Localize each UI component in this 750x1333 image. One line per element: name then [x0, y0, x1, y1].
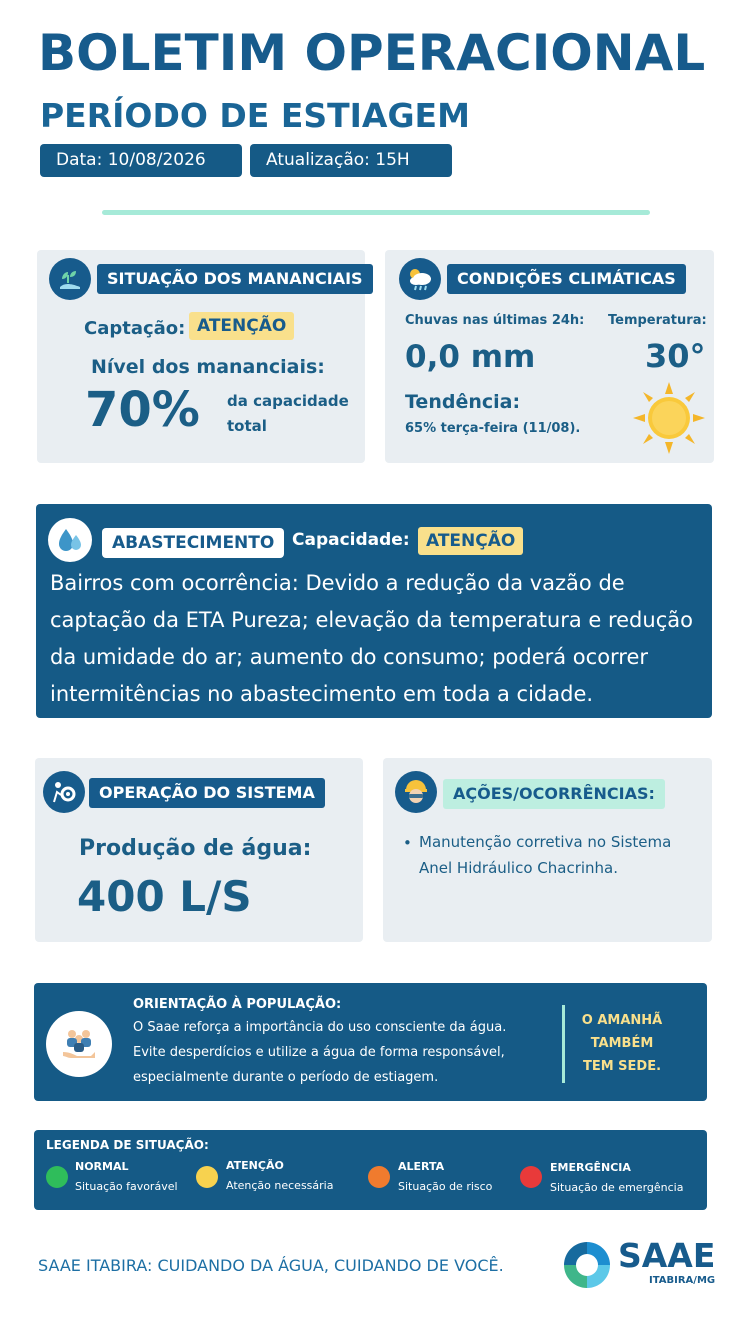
mananciais-label: SITUAÇÃO DOS MANANCIAIS: [97, 264, 373, 294]
system-operation-icon: [43, 771, 85, 813]
legend-dot-normal: [46, 1166, 68, 1188]
date-chip: Data: 10/08/2026: [40, 144, 242, 177]
abastecimento-line-2: captação da ETA Pureza; elevação da temperatura e redução: [50, 608, 693, 632]
abastecimento-card: [36, 504, 712, 718]
acoes-item-line-2: Anel Hidráulico Chacrinha.: [419, 859, 619, 877]
capacidade-status-badge: ATENÇÃO: [418, 527, 523, 555]
water-source-icon: [49, 258, 91, 300]
saae-logo-text: SAAE: [618, 1236, 716, 1275]
slogan-line-2: TAMBÉM: [590, 1036, 654, 1051]
legend-desc-emergencia: Situação de emergência: [550, 1181, 684, 1194]
page-title: BOLETIM OPERACIONAL: [38, 24, 706, 82]
orientacao-title: ORIENTAÇÃO À POPULAÇÃO:: [133, 997, 342, 1012]
producao-label: Produção de água:: [79, 836, 312, 861]
abastecimento-line-3: da umidade do ar; aumento do consumo; poderá ocorrer: [50, 645, 649, 669]
nivel-value: 70%: [85, 382, 200, 438]
orientacao-line-3: especialmente durante o período de estiagem.: [133, 1070, 439, 1085]
nivel-desc-2: total: [227, 417, 267, 435]
nivel-desc-1: da capacidade: [227, 392, 349, 410]
weather-icon: [399, 258, 441, 300]
sun-icon: [631, 380, 707, 456]
legend-dot-atencao: [196, 1166, 218, 1188]
legend-name-alerta: ALERTA: [398, 1160, 445, 1173]
slogan-line-1: O AMANHÃ: [581, 1013, 663, 1028]
abastecimento-line-4: intermitências no abastecimento em toda a cidade.: [50, 682, 594, 706]
legend-desc-normal: Situação favorável: [75, 1180, 178, 1193]
legend-desc-atencao: Atenção necessária: [226, 1179, 334, 1192]
captacao-status-badge: ATENÇÃO: [189, 312, 294, 340]
chuva-value: 0,0 mm: [405, 339, 536, 375]
mananciais-card: [37, 250, 365, 463]
acoes-bullet: •: [403, 834, 412, 852]
operacao-label: OPERAÇÃO DO SISTEMA: [89, 778, 325, 808]
legend-card: [34, 1130, 707, 1210]
orientacao-card: [34, 983, 707, 1101]
orientacao-line-1: O Saae reforça a importância do uso consciente da água.: [133, 1020, 507, 1035]
acoes-card: [383, 758, 712, 942]
abastecimento-line-1: Bairros com ocorrência: Devido a redução da vazão de: [50, 571, 625, 595]
capacidade-label: Capacidade:: [292, 530, 410, 550]
legend-name-emergencia: EMERGÊNCIA: [550, 1161, 631, 1174]
tendencia-value: 65% terça-feira (11/08).: [405, 421, 581, 436]
acoes-item-line-1: Manutenção corretiva no Sistema: [419, 833, 672, 851]
tendencia-label: Tendência:: [405, 391, 521, 413]
clima-card: [385, 250, 714, 463]
acoes-label: AÇÕES/OCORRÊNCIAS:: [443, 779, 665, 809]
orientacao-line-2: Evite desperdícios e utilize a água de forma responsável,: [133, 1045, 505, 1060]
nivel-label: Nível dos mananciais:: [91, 356, 325, 378]
worker-icon: [395, 771, 437, 813]
legend-title: LEGENDA DE SITUAÇÃO:: [46, 1138, 209, 1152]
temp-value: 30°: [645, 337, 706, 375]
temp-label: Temperatura:: [608, 313, 707, 328]
footer-tagline: SAAE ITABIRA: CUIDANDO DA ÁGUA, CUIDANDO DE VOCÊ.: [38, 1256, 504, 1275]
saae-logo-icon: [560, 1238, 614, 1292]
slogan-divider: [562, 1005, 565, 1083]
water-drops-icon: [48, 518, 92, 562]
community-hand-icon: [46, 1011, 112, 1077]
legend-name-normal: NORMAL: [75, 1160, 129, 1173]
clima-label: CONDIÇÕES CLIMÁTICAS: [447, 264, 686, 294]
saae-logo-sub: ITABIRA/MG: [649, 1275, 716, 1286]
captacao-label: Captação:: [84, 318, 186, 339]
legend-dot-alerta: [368, 1166, 390, 1188]
update-chip: Atualização: 15H: [250, 144, 452, 177]
legend-dot-emergencia: [520, 1166, 542, 1188]
abastecimento-label: ABASTECIMENTO: [102, 528, 284, 558]
legend-desc-alerta: Situação de risco: [398, 1180, 493, 1193]
producao-value: 400 L/S: [77, 872, 252, 921]
operacao-card: [35, 758, 363, 942]
header-divider: [102, 210, 650, 215]
slogan-line-3: TEM SEDE.: [582, 1059, 662, 1074]
page-subtitle: PERÍODO DE ESTIAGEM: [40, 96, 470, 135]
legend-name-atencao: ATENÇÃO: [226, 1159, 284, 1172]
chuva-label: Chuvas nas últimas 24h:: [405, 313, 585, 328]
